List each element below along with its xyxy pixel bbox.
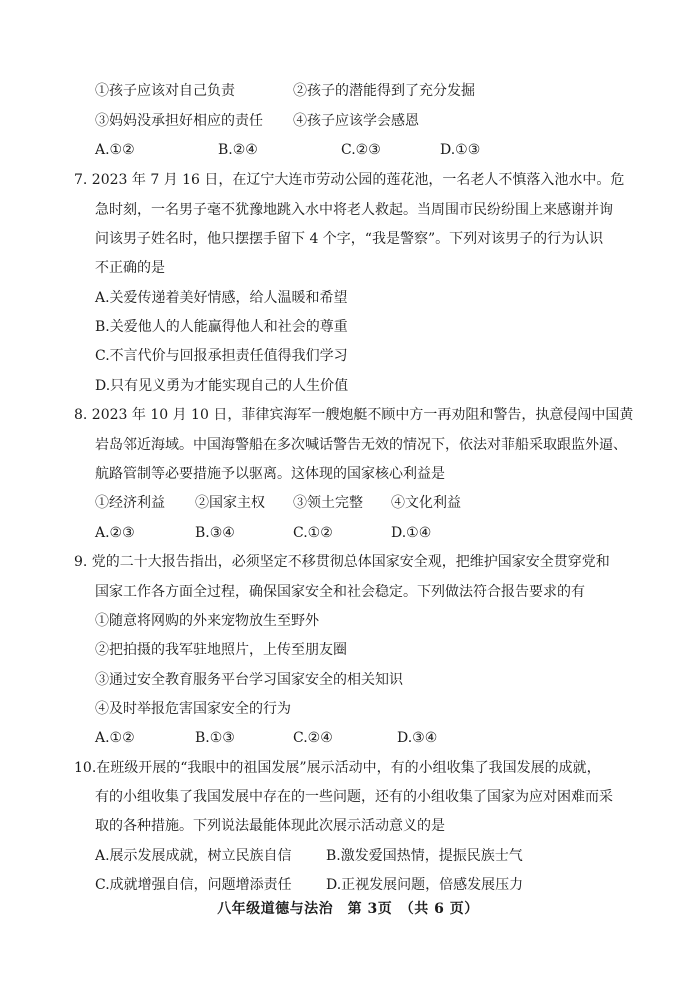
q9-item-3: ③通过安全教育服务平台学习国家安全的相关知识	[95, 672, 403, 688]
answer-b: B.②④	[218, 142, 258, 158]
q9-stem-line-2: 国家工作各方面全过程，确保国家安全和社会稳定。下列做法符合报告要求的有	[95, 584, 585, 600]
q7-stem-line-4: 不正确的是	[95, 260, 165, 276]
q9-item-1: ①随意将网购的外来宠物放生至野外	[95, 613, 319, 629]
answer-d: D.①③	[440, 142, 481, 158]
q8-answer-b: B.③④	[195, 525, 235, 541]
q10-option-d: D.正视发展问题，倍感发展压力	[326, 877, 524, 893]
q10-stem-line-3: 取的各种措施。下列说法最能体现此次展示活动意义的是	[95, 818, 445, 834]
q8-answer-c: C.①②	[293, 525, 333, 541]
q8-stem-line-1: 8. 2023 年 10 月 10 日，菲律宾海军一艘炮艇不顾中方一再劝阻和警告，执意侵闯中国黄	[74, 407, 634, 423]
q7-stem-line-2: 急时刻，一名男子毫不犹豫地跳入水中将老人救起。当周围市民纷纷围上来感谢并询	[95, 202, 613, 218]
q8-stem-line-2: 岩岛邻近海域。中国海警船在多次喊话警告无效的情况下，依法对菲船采取跟监外逼、	[95, 437, 627, 453]
q7-option-b: B.关爱他人的人能赢得他人和社会的尊重	[95, 319, 348, 335]
item-2: ②孩子的潜能得到了充分发掘	[293, 83, 475, 99]
q9-item-2: ②把拍摄的我军驻地照片，上传至朋友圈	[95, 642, 347, 658]
q8-item-3: ③领土完整	[293, 495, 363, 511]
q9-stem-line-1: 9. 党的二十大报告指出，必须坚定不移贯彻总体国家安全观，把维护国家安全贯穿党和	[74, 554, 610, 570]
answer-a: A.①②	[95, 142, 135, 158]
q7-option-c: C.不言代价与回报承担责任值得我们学习	[95, 348, 348, 364]
q8-stem-line-3: 航路管制等必要措施予以驱离。这体现的国家核心利益是	[95, 466, 445, 482]
page-footer: 八年级道德与法治 第 3页 （共 6 页）	[217, 901, 479, 917]
q8-item-2: ②国家主权	[195, 495, 265, 511]
q9-answer-b: B.①③	[195, 730, 235, 746]
q7-stem-line-3: 问该男子姓名时，他只摆摆手留下 4 个字，“我是警察”。下列对该男子的行为认识	[95, 231, 604, 247]
item-3: ③妈妈没承担好相应的责任	[95, 113, 263, 129]
q10-option-a: A.展示发展成就，树立民族自信	[95, 848, 292, 864]
q9-answer-c: C.②④	[293, 730, 333, 746]
answer-c: C.②③	[341, 142, 381, 158]
q7-stem-line-1: 7. 2023 年 7 月 16 日，在辽宁大连市劳动公园的莲花池，一名老人不慎落入池水中。危	[74, 172, 625, 188]
q10-option-c: C.成就增强自信，问题增添责任	[95, 877, 292, 893]
q9-answer-a: A.①②	[95, 730, 135, 746]
q8-item-4: ④文化利益	[391, 495, 461, 511]
q10-stem-line-1: 10.在班级开展的“我眼中的祖国发展”展示活动中，有的小组收集了我国发展的成就，	[74, 760, 601, 776]
q7-option-a: A.关爱传递着美好情感，给人温暖和希望	[95, 290, 348, 306]
q9-item-4: ④及时举报危害国家安全的行为	[95, 701, 291, 717]
q9-answer-d: D.③④	[397, 730, 438, 746]
q8-item-1: ①经济利益	[95, 495, 165, 511]
q10-option-b: B.激发爱国热情，提振民族士气	[326, 848, 523, 864]
q8-answer-a: A.②③	[95, 525, 135, 541]
item-4: ④孩子应该学会感恩	[293, 113, 419, 129]
q10-stem-line-2: 有的小组收集了我国发展中存在的一些问题，还有的小组收集了国家为应对困难而采	[95, 789, 613, 805]
q8-answer-d: D.①④	[391, 525, 432, 541]
q7-option-d: D.只有见义勇为才能实现自己的人生价值	[95, 378, 349, 394]
item-1: ①孩子应该对自己负责	[95, 83, 235, 99]
